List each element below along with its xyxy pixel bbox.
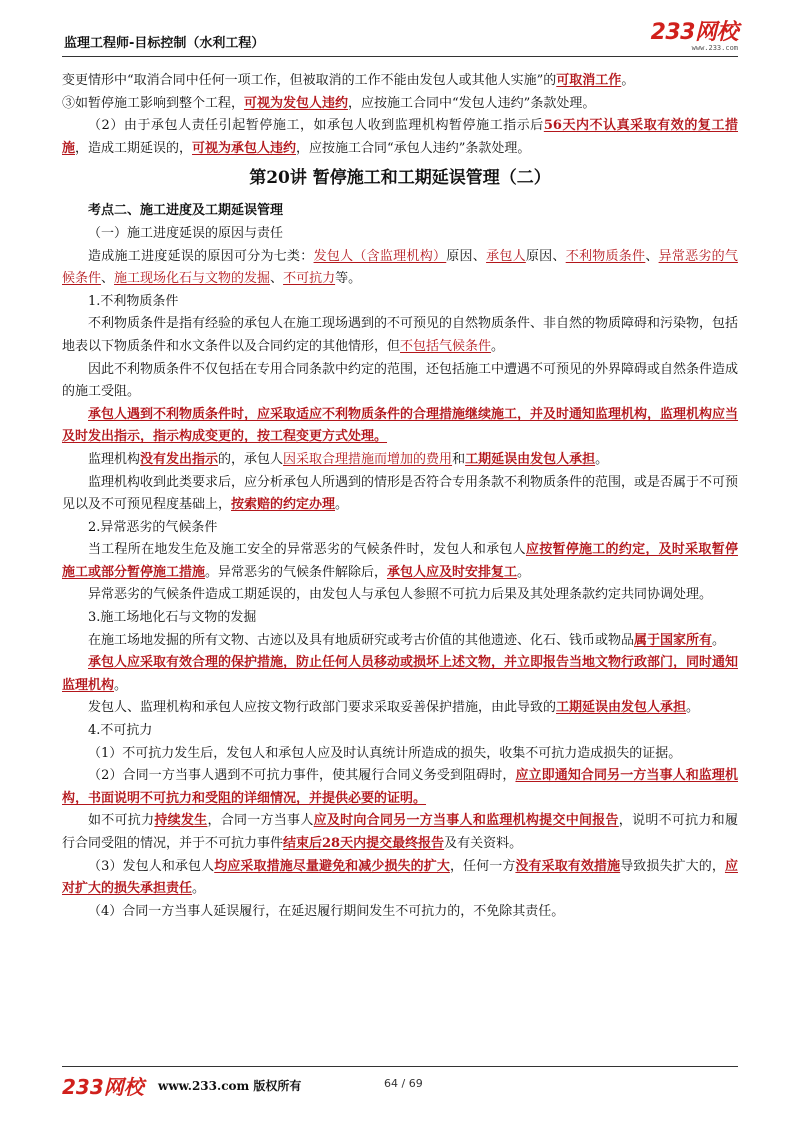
paragraph: 发包人、监理机构和承包人应按文物行政部门要求采取妥善保护措施，由此导致的工期延误由发包人承担。 <box>88 700 700 716</box>
paragraph: 承包人遇到不利物质条件时，应采取适应不利物质条件的合理措施继续施工，并及时通知监理机构，监理机构应当及时发出指示，指示构成变更的，按工程变更方式处理。 <box>62 406 739 445</box>
paragraph: 变更情形中“取消合同中任何一项工作，但被取消的工作不能由发包人或其他人实施”的可取消工作。 <box>62 73 635 88</box>
paragraph: 监理机构没有发出指示的，承包人因采取合理措施而增加的费用和工期延误由发包人承担。 <box>88 451 609 467</box>
brand-logo[interactable] <box>651 22 738 53</box>
page-footer <box>62 1066 738 1099</box>
subsection-heading: 4.不可抗力 <box>88 723 153 739</box>
paragraph: （4）合同一方当事人延误履行，在延迟履行期间发生不可抗力的，不免除其责任。 <box>88 903 565 919</box>
page-number: 64 / 69 <box>384 1077 423 1090</box>
paragraph: 在施工场地发掘的所有文物、古迹以及具有地质研究或考古价值的其他遗迹、化石、钱币或物品属于国家所有。 <box>88 632 726 648</box>
paragraph: 承包人应采取有效合理的保护措施，防止任何人员移动或损坏上述文物，并立即报告当地文物行政部门，同时通知监理机构。 <box>62 655 739 693</box>
section-heading: 考点二、施工进度及工期延误管理 <box>88 203 284 219</box>
paragraph: （2）由于承包人责任引起暂停施工，如承包人收到监理机构暂停施工指示后56天内不认真采取有效的复工措施，造成工期延误的，可视为承包人违约，应按施工合同“承包人违约”条款处理。 <box>62 118 738 156</box>
subsection-heading: 3.施工场地化石与文物的发掘 <box>88 610 257 626</box>
paragraph: （3）发包人和承包人均应采取措施尽量避免和减少损失的扩大，任何一方没有采取有效措施导致损失扩大的，应对扩大的损失承担责任。 <box>62 858 738 897</box>
page-header <box>62 22 738 57</box>
paragraph: 不利物质条件是指有经验的承包人在施工现场遇到的不可预见的自然物质条件、非自然的物质障碍和污染物，包括地表以下物质条件和水文条件以及合同约定的其他情形，但不包括气候条件。 <box>62 316 739 354</box>
footer-logo[interactable]: 233网校 <box>62 1075 144 1099</box>
paragraph: 如不可抗力持续发生，合同一方当事人应及时向合同另一方当事人和监理机构提交中间报告，说明不可抗力和履行合同受阻的情况，并于不可抗力事件结束后28天内提交最终报告及有关资料。 <box>62 813 738 851</box>
document-title: 监理工程师-目标控制（水利工程） <box>64 36 265 51</box>
footer-copyright: www.233.com 版权所有 <box>158 1079 302 1093</box>
page-content <box>62 70 738 923</box>
lecture-title: 第20讲 暂停施工和工期延误管理（二） <box>249 168 551 189</box>
paragraph: 因此不利物质条件不仅包括在专用合同条款中约定的范围，还包括施工中遭遇不可预见的外界障碍或自然条件造成的施工受阻。 <box>62 361 739 400</box>
paragraph: 异常恶劣的气候条件造成工期延误的，由发包人与承包人参照不可抗力后果及其处理条款约定共同协调处理。 <box>88 587 713 603</box>
paragraph: （1）不可抗力发生后，发包人和承包人应及时认真统计所造成的损失，收集不可抗力造成损失的证据。 <box>88 745 682 761</box>
paragraph: 监理机构收到此类要求后，应分析承包人所遇到的情形是否符合专用条款不利物质条件的范围，或是否属于不可预见以及不可预见程度基础上，按索赔的约定办理。 <box>62 474 739 513</box>
paragraph: 造成施工进度延误的原因可分为七类：发包人（含监理机构）原因、承包人原因、不利物质条件、异常恶劣的气候条件、施工现场化石与文物的发掘、不可抗力等。 <box>62 248 738 287</box>
subsection-heading: 2.异常恶劣的气候条件 <box>88 519 218 535</box>
logo-text: 233网校 <box>650 20 738 45</box>
paragraph: 当工程所在地发生危及施工安全的异常恶劣的气候条件时，发包人和承包人应按暂停施工的约定，及时采取暂停施工或部分暂停施工措施。异常恶劣的气候条件解除后，承包人应及时安排复工。 <box>62 542 738 580</box>
paragraph: （2）合同一方当事人遇到不可抗力事件，使其履行合同义务受到阻碍时，应立即通知合同另一方当事人和监理机构，书面说明不可抗力和受阻的详细情况，并提供必要的证明。 <box>62 768 738 806</box>
logo-url: www.233.com <box>691 44 738 52</box>
subsection-heading: （一）施工进度延误的原因与责任 <box>88 225 284 241</box>
subsection-heading: 1.不利物质条件 <box>88 293 179 309</box>
paragraph: ③如暂停施工影响到整个工程，可视为发包人违约，应按施工合同中“发包人违约”条款处理。 <box>62 95 596 111</box>
